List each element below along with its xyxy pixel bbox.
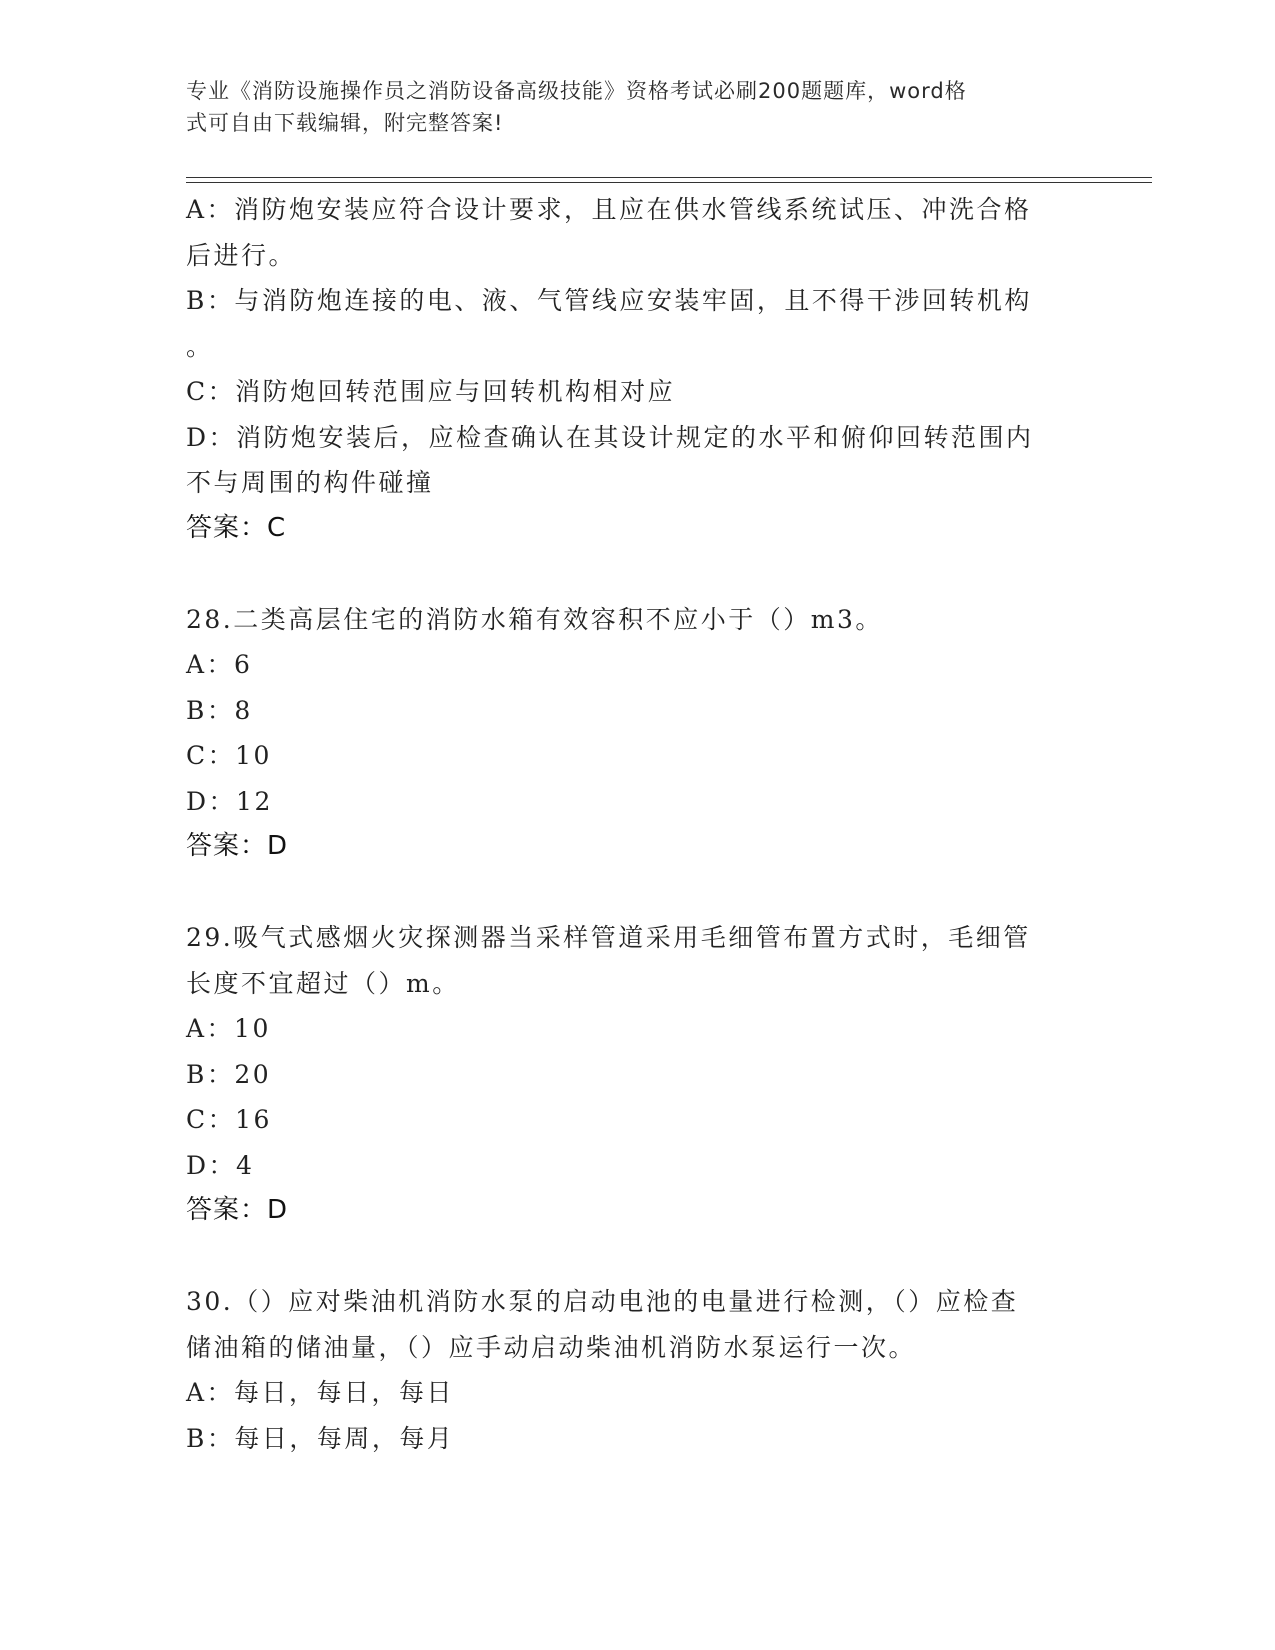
question-block-28 [186,597,1066,870]
answer: 答案：C [186,512,287,543]
option-c: C：10 [186,741,272,770]
spacer [186,551,1066,597]
option-d: D：4 [186,1150,255,1180]
question-content [186,187,1066,1461]
option-d-line-1: D：消防炮安装后，应检查确认在其设计规定的水平和俯仰回转范围内 [186,422,1034,452]
option-a: A：10 [186,1014,271,1043]
option-b-line-1: B：与消防炮连接的电、液、气管线应安装牢固，且不得干涉回转机构 [186,286,1032,315]
spacer [186,1234,1066,1280]
option-b-line-2: 。 [186,331,214,361]
option-b: B：20 [186,1059,272,1089]
header-divider-bottom [186,182,1152,183]
question-block-29 [186,915,1066,1234]
option-b: B：每日，每周，每月 [186,1423,455,1453]
question-stem: 28.二类高层住宅的消防水箱有效容积不应小于（）m3。 [186,604,883,634]
question-stem-line-2: 储油箱的储油量，（）应手动启动柴油机消防水泵运行一次。 [186,1332,917,1362]
option-a: A：每日，每日，每日 [186,1378,455,1407]
question-block-27 [186,187,1066,551]
option-a-line-2: 后进行。 [186,240,297,270]
question-stem-line-1: 29.吸气式感烟火灾探测器当采样管道采用毛细管布置方式时，毛细管 [186,923,1031,952]
question-stem-line-2: 长度不宜超过（）m。 [186,968,460,998]
question-stem-line-1: 30.（）应对柴油机消防水泵的启动电池的电量进行检测，（）应检查 [186,1287,1019,1316]
question-block-30 [186,1279,1066,1461]
header-line-1: 专业《消防设施操作员之消防设备高级技能》资格考试必刷200题题库，word格 [186,79,967,103]
header-divider-top [186,177,1152,178]
answer: 答案：D [186,831,289,861]
option-c: C：16 [186,1105,272,1134]
answer: 答案：D [186,1195,289,1225]
option-a: A：6 [186,650,253,679]
option-a-line-1: A：消防炮安装应符合设计要求，且应在供水管线系统试压、冲洗合格 [186,195,1032,224]
spacer [186,870,1066,916]
header-line-2: 式可自由下载编辑，附完整答案! [186,111,504,135]
option-d: D：12 [186,786,273,816]
document-header [186,75,1066,139]
option-d-line-2: 不与周围的构件碰撞 [186,468,434,497]
option-b: B：8 [186,695,253,725]
option-c: C：消防炮回转范围应与回转机构相对应 [186,377,676,406]
